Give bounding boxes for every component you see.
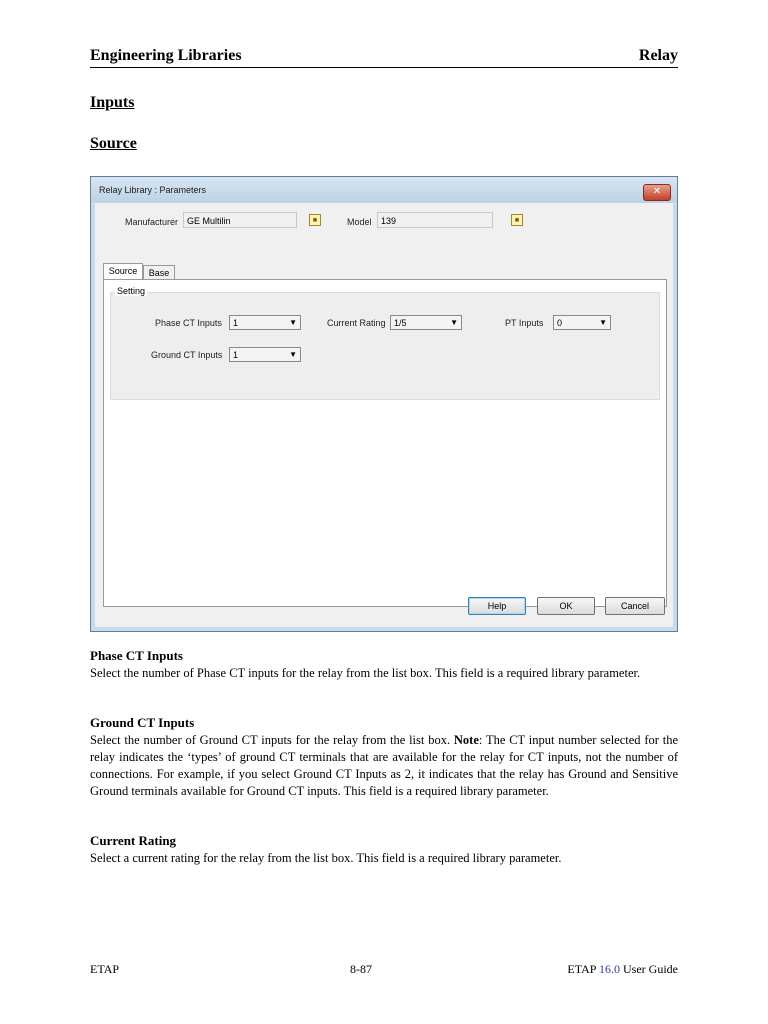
setting-group-label: Setting	[117, 286, 146, 296]
phase-ct-heading: Phase CT Inputs	[90, 648, 183, 663]
manufacturer-field[interactable]: GE Multilin	[183, 212, 297, 228]
chevron-down-icon: ▼	[450, 318, 458, 327]
chevron-down-icon: ▼	[599, 318, 607, 327]
chevron-down-icon: ▼	[289, 318, 297, 327]
pt-inputs-select[interactable]	[553, 315, 611, 330]
model-field[interactable]: 139	[377, 212, 493, 228]
header-chapter-title: Relay	[638, 47, 678, 64]
chevron-down-icon: ▼	[289, 350, 297, 359]
pt-inputs-label: PT Inputs	[505, 318, 544, 328]
ground-ct-text-after: : The CT input number selected for the relay indicates the ‘types’ of ground CT terminals that are available for the relay for CT inputs, not the number of connections. For example, if you select Ground CT Inputs as 2, it indicates that the relay has Ground and Sensitive Ground terminals available for Ground CT inputs. This field is a required library parameter.	[90, 733, 679, 798]
header-section-title: Engineering Libraries	[90, 47, 242, 64]
ok-button[interactable]: OK	[537, 597, 595, 615]
lock-icon[interactable]: ■	[511, 214, 523, 226]
ground-ct-heading: Ground CT Inputs	[90, 715, 195, 730]
current-rating-value: 1/5	[394, 318, 407, 328]
note-label: Note	[453, 733, 479, 747]
current-rating-select[interactable]	[390, 315, 462, 330]
ground-ct-value: 1	[233, 350, 239, 360]
cancel-button[interactable]: Cancel	[605, 597, 665, 615]
dialog-titlebar[interactable]	[91, 177, 677, 203]
close-icon[interactable]: ✕	[643, 184, 671, 201]
relay-library-dialog	[90, 176, 678, 632]
tab-base[interactable]: Base	[143, 265, 175, 281]
phase-ct-paragraph: Select the number of Phase CT inputs for the relay from the list box. This field is a required library parameter.	[90, 666, 641, 680]
current-rating-label: Current Rating	[327, 318, 386, 328]
phase-ct-select[interactable]	[229, 315, 301, 330]
footer-right-prefix: ETAP	[567, 962, 600, 976]
header-rule	[90, 67, 678, 68]
phase-ct-value: 1	[233, 318, 239, 328]
help-button[interactable]: Help	[468, 597, 526, 615]
pt-inputs-value: 0	[557, 318, 563, 328]
model-label: Model	[347, 217, 372, 227]
ground-ct-label: Ground CT Inputs	[151, 350, 223, 360]
tab-source[interactable]: Source	[103, 263, 143, 281]
ground-ct-select[interactable]	[229, 347, 301, 362]
current-rating-paragraph: Select a current rating for the relay from the list box. This field is a required library parameter.	[90, 851, 562, 865]
version-number: 16.0	[599, 962, 621, 976]
dialog-client-area	[95, 203, 673, 627]
tab-panel-source	[103, 279, 667, 607]
phase-ct-label: Phase CT Inputs	[155, 318, 222, 328]
section-heading-inputs: Inputs	[90, 94, 135, 111]
section-heading-source: Source	[90, 135, 137, 152]
current-rating-heading: Current Rating	[90, 833, 177, 848]
lock-icon[interactable]: ■	[309, 214, 321, 226]
setting-groupbox	[110, 286, 660, 400]
footer-left: ETAP	[90, 962, 120, 976]
page-number: 8-87	[350, 962, 372, 976]
ground-ct-text-before: Select the number of Ground CT inputs for the relay from the list box.	[90, 733, 454, 747]
footer-right-suffix: User Guide	[620, 962, 678, 976]
ground-ct-paragraph	[90, 732, 678, 800]
manufacturer-label: Manufacturer	[125, 217, 179, 227]
footer-right	[567, 962, 678, 977]
dialog-title: Relay Library : Parameters	[99, 185, 207, 195]
